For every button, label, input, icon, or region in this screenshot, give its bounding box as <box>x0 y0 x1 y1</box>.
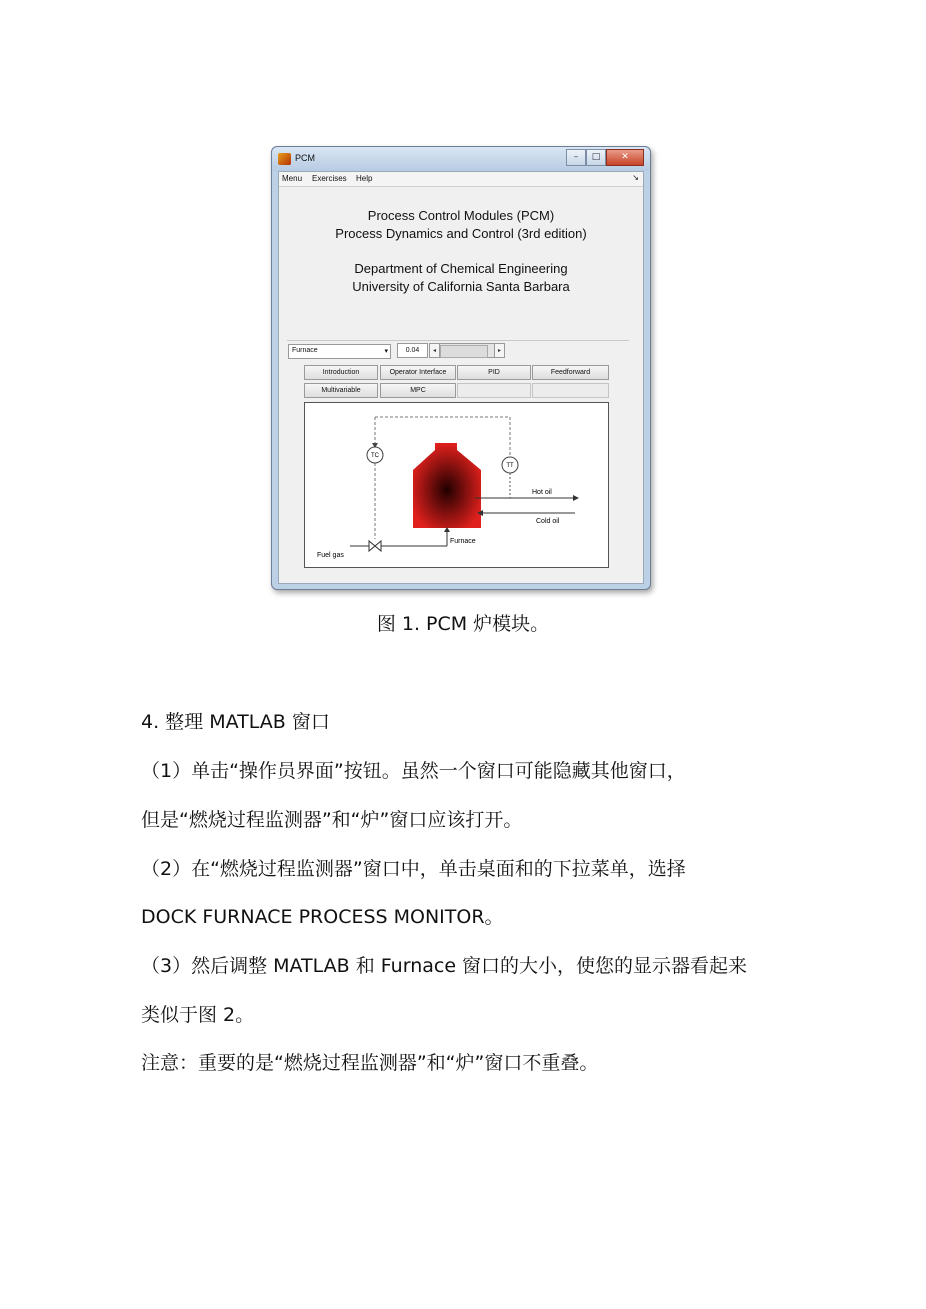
module-dropdown[interactable] <box>288 344 391 359</box>
menubar <box>279 172 643 187</box>
chevron-down-icon: ▾ <box>384 348 388 355</box>
pid-button[interactable]: PID <box>457 365 531 380</box>
feedforward-button[interactable]: Feedforward <box>532 365 609 380</box>
slider-left-arrow-icon[interactable]: ◂ <box>430 344 440 357</box>
multivariable-button[interactable]: Multivariable <box>304 383 378 398</box>
paragraph-line: （3）然后调整 MATLAB 和 Furnace 窗口的大小，使您的显示器看起来 <box>141 955 748 977</box>
maximize-button[interactable]: □ <box>586 149 606 166</box>
window-client-area <box>278 171 644 584</box>
window-titlebar <box>272 147 650 171</box>
dock-arrow-icon[interactable]: ↘ <box>632 173 639 182</box>
paragraph-line: 但是“燃烧过程监测器”和“炉”窗口应该打开。 <box>141 809 523 831</box>
pcm-window-figure <box>271 146 651 590</box>
divider <box>287 340 629 341</box>
paragraph-line: DOCK FURNACE PROCESS MONITOR。 <box>141 906 504 928</box>
paragraph-line: 类似于图 2。 <box>141 1004 255 1026</box>
introduction-button[interactable]: Introduction <box>304 365 378 380</box>
module-dropdown-value: Furnace <box>292 347 318 354</box>
heading-line-2: Process Dynamics and Control (3rd edition) <box>335 226 587 241</box>
heading-line-3: Department of Chemical Engineering <box>354 261 568 276</box>
menu-item-menu[interactable]: Menu <box>282 174 303 183</box>
value-field[interactable]: 0.04 <box>397 343 428 358</box>
figure-caption: 图 1. PCM 炉模块。 <box>376 613 550 635</box>
furnace-label: Furnace <box>450 538 476 545</box>
section-heading: 4. 整理 MATLAB 窗口 <box>141 711 330 733</box>
matlab-icon <box>278 153 291 165</box>
operator-interface-button[interactable]: Operator Interface <box>380 365 456 380</box>
empty-button-slot <box>532 383 609 398</box>
cold-oil-label: Cold oil <box>536 518 560 525</box>
mpc-button[interactable]: MPC <box>380 383 456 398</box>
window-title: PCM <box>295 153 315 163</box>
minimize-button[interactable]: – <box>566 149 586 166</box>
menu-item-help[interactable]: Help <box>356 174 373 183</box>
paragraph-line: （2）在“燃烧过程监测器”窗口中，单击桌面和的下拉菜单，选择 <box>141 858 686 880</box>
fuel-gas-label: Fuel gas <box>317 552 344 559</box>
slider-thumb[interactable] <box>440 345 488 358</box>
note-line: 注意：重要的是“燃烧过程监测器”和“炉”窗口不重叠。 <box>141 1052 599 1074</box>
heading-line-4: University of California Santa Barbara <box>352 279 570 294</box>
furnace-diagram-svg <box>305 403 608 567</box>
empty-button-slot <box>457 383 531 398</box>
hot-oil-label: Hot oil <box>532 489 552 496</box>
furnace-diagram <box>304 402 609 568</box>
window-controls <box>566 149 644 165</box>
fuel-valve-icon <box>369 541 381 551</box>
slider-right-arrow-icon[interactable]: ▸ <box>494 344 504 357</box>
paragraph-line: （1）单击“操作员界面”按钮。虽然一个窗口可能隐藏其他窗口， <box>141 760 686 782</box>
tt-label: TT <box>506 463 514 469</box>
close-button[interactable]: ✕ <box>606 149 644 166</box>
furnace-shape <box>413 443 481 528</box>
tc-label: TC <box>371 453 379 459</box>
menu-item-exercises[interactable]: Exercises <box>312 174 347 183</box>
heading-line-1: Process Control Modules (PCM) <box>367 208 555 223</box>
value-slider[interactable] <box>429 343 505 358</box>
